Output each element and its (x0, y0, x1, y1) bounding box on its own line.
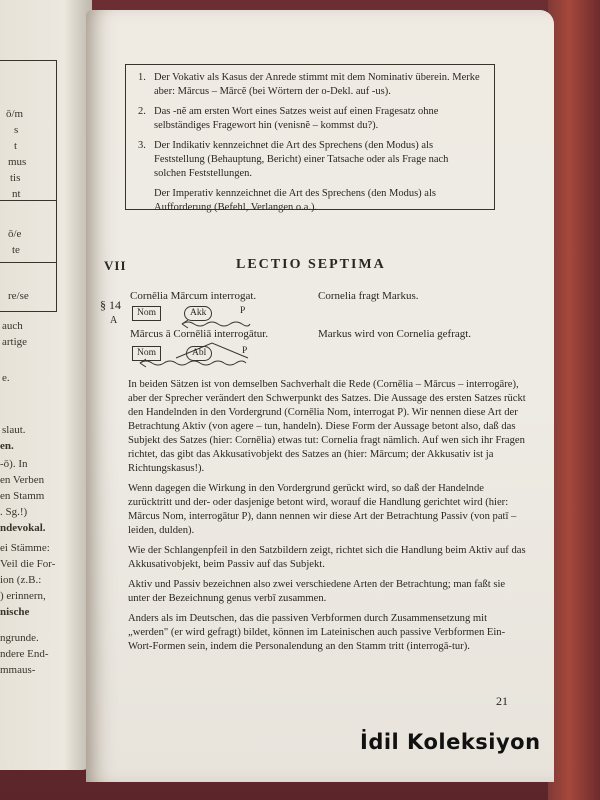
left-page-line: ion (z.B.: (0, 574, 42, 586)
left-page-line: Veil die For- (0, 558, 56, 570)
example-german: Markus wird von Cornelia gefragt. (318, 328, 472, 340)
case-tag-oval: Abl (186, 346, 212, 361)
left-page-line: en. (0, 440, 14, 452)
chapter-title: LECTIO SEPTIMA (236, 257, 386, 272)
predicate-marker: P (242, 346, 248, 356)
left-page-line: tis (10, 172, 21, 184)
left-page-line: te (12, 244, 20, 256)
case-tag: Nom (132, 346, 161, 361)
left-page-line: en Stamm (0, 490, 45, 502)
body-paragraph: In beiden Sätzen ist von demselben Sachverhalt die Rede (Cornēlia – Mārcus – interrogāre), aber der Sprecher verändert den Schwerpunkt des Satzes. Die Aussage des ersten Satzes rückt den Handelnden in den Vordergrund (Cornēlia Nom, interrogat P). Wir nennen diese Art der Betrachtung Aktiv (von agere – tun, handeln). Diese Form der Aussage betont also, daß das Subjekt des Satzes (hier: Cornēlia) etwas tut: Cornelia fragt nämlich. Auf wen sich ihr Fragen richtet, das gibt das Akkusativobjekt des Satzes an (hier: Mārcum; der Akkusativ ist ja Richtungskasus!). (128, 379, 526, 474)
example-german: Cornelia fragt Markus. (318, 290, 419, 302)
book-cover-edge (548, 0, 600, 800)
left-page-line: e. (2, 372, 10, 384)
snake-arrow-icon (138, 358, 248, 368)
left-page-line: ) erinnern, (0, 590, 46, 602)
chapter-number: VII (104, 258, 127, 273)
case-tag: Nom (132, 306, 161, 321)
left-page-line: ndevokal. (0, 522, 46, 534)
predicate-marker: P (240, 306, 246, 316)
example-latin: Cornēlia Mārcum interrogat. (130, 290, 257, 302)
rule-item (138, 71, 482, 99)
rule-item (138, 105, 482, 133)
left-page-line: ei Stämme: (0, 542, 50, 554)
left-page-line: re/se (8, 290, 29, 302)
left-page-line: nische (0, 606, 30, 618)
book-page (86, 10, 554, 782)
watermark-text: İdil Koleksiyon (360, 730, 541, 754)
left-page-line: ō/e (8, 228, 22, 240)
body-text (128, 378, 528, 660)
left-page-line: ngrunde. (0, 632, 39, 644)
rule-text: Der Vokativ als Kasus der Anrede stimmt mit dem Nominativ überein. Merke aber: Mārcus – Mārcĕ (bei Wörtern der o-Dekl. auf -us). (154, 72, 480, 97)
rule-number: 3. (138, 140, 146, 151)
body-paragraph: Wenn dagegen die Wirkung in den Vordergrund gerückt wird, so daß der Handelnde zurücktritt und der- oder dasjenige betont wird, worauf die Handlung gerichtet wird (hier: Mārcus Nom, interrogātur P), dann nennen wir diese Art der Betrachtung Passiv (von patī – leiden, dulden). (128, 483, 517, 536)
left-page-divider (0, 200, 56, 201)
left-page-line: t (14, 140, 18, 152)
sentence-diagram (132, 344, 312, 368)
body-paragraph: Anders als im Deutschen, das die passiven Verbformen durch Zusammensetzung mit „werden" (er wird gefragt) bildet, können im Lateinischen auch passive Verbformen Ein-Wort-Formen sein, indem die Personalendung an den Stamm tritt (interrogā-tur). (128, 613, 506, 652)
left-page-line: artige (2, 336, 28, 348)
rule-text: Der Imperativ kennzeichnet die Art des Sprechens (den Modus) als Aufforderung (Befehl, Verlangen o.a.). (154, 188, 436, 213)
case-tag-oval: Akk (184, 306, 212, 321)
left-page-line: auch (2, 320, 23, 332)
left-page-line: mus (8, 156, 27, 168)
page-number: 21 (496, 694, 508, 708)
rules-box (125, 64, 495, 213)
sentence-diagram (132, 306, 312, 328)
rule-text: Der Indikativ kennzeichnet die Art des Sprechens (den Modus) als Feststellung (Behauptung, Bericht) einer Tatsache oder als Frage nach solchen Feststellungen. (154, 140, 449, 179)
left-page-line: s (14, 124, 19, 136)
left-page-divider (0, 262, 56, 263)
left-page-line: nt (12, 188, 21, 200)
left-facing-page (0, 0, 92, 770)
rule-number: 1. (138, 72, 146, 83)
left-page-line: en Verben (0, 474, 45, 486)
paragraph-sub: A (110, 315, 118, 326)
left-page-line: . Sg.!) (0, 506, 28, 518)
left-page-line: -ō). In (0, 458, 28, 470)
left-page-line: mmaus- (0, 664, 36, 676)
rule-number: 2. (138, 106, 146, 117)
paragraph-mark: § 14 (100, 298, 121, 312)
example-latin: Mārcus ā Cornēliā interrogātur. (130, 328, 269, 340)
rule-item (138, 139, 482, 181)
rule-item (154, 187, 482, 215)
left-page-table-box (0, 60, 57, 312)
left-page-line: ō/m (6, 108, 24, 120)
left-page-line: ndere End- (0, 648, 49, 660)
body-paragraph: Aktiv und Passiv bezeichnen also zwei verschiedene Arten der Betrachtung; man faßt sie unter der Bezeichnung genus verbī zusammen. (128, 579, 506, 604)
rule-text: Das -nĕ am ersten Wort eines Satzes weist auf einen Fragesatz ohne selbständiges Fragewort hin (venisnĕ – kommst du?). (154, 106, 439, 131)
body-paragraph: Wie der Schlangenpfeil in den Satzbildern zeigt, richtet sich die Handlung beim Aktiv auf das Akkusativobjekt, beim Passiv auf das Subjekt. (128, 545, 526, 570)
left-page-line: slaut. (2, 424, 26, 436)
